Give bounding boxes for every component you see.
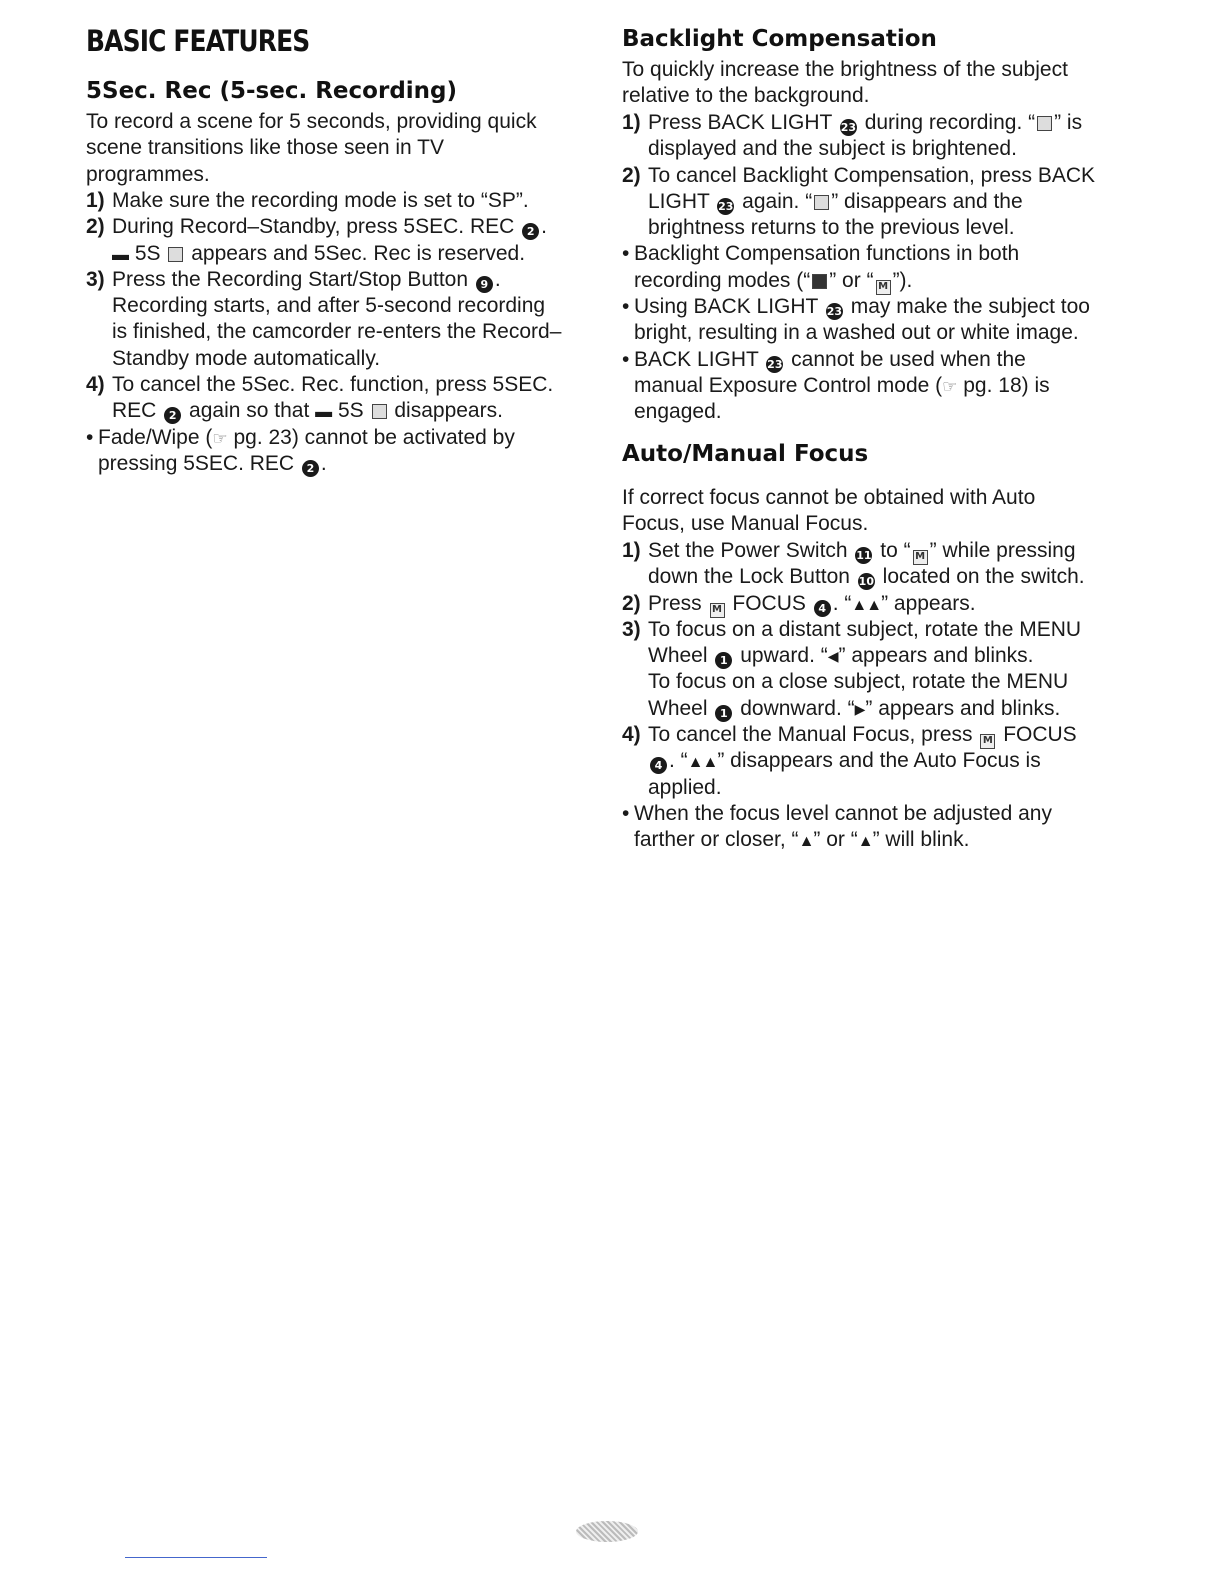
note-text: Using BACK LIGHT: [634, 295, 819, 319]
note-text: manual Exposure Control mode (: [634, 373, 943, 397]
indicator-text: 5S: [337, 399, 364, 423]
step-text: To focus on a close subject, rotate the MENU: [648, 670, 1069, 694]
button-number-icon: 4: [650, 757, 667, 774]
5sec-steps: [86, 188, 601, 477]
step-text: Wheel: [648, 644, 708, 668]
bullet-icon: •: [86, 425, 94, 449]
step-item: [622, 722, 1142, 801]
note-text: ” will blink.: [872, 828, 970, 852]
step-text: During Record–Standby, press 5SEC. REC: [112, 215, 515, 239]
button-number-icon: 1: [715, 705, 732, 722]
note-text: Backlight Compensation functions in both: [634, 242, 1020, 266]
note-text: BACK LIGHT: [634, 347, 759, 371]
button-number-icon: 23: [826, 305, 843, 319]
note-text: ” or “: [813, 828, 858, 852]
step-text: Standby mode automatically.: [112, 346, 381, 370]
manual-mode-icon: M: [980, 734, 995, 749]
camera-icon: ▬: [112, 244, 129, 264]
footer-rule: [125, 1557, 267, 1558]
note-text: recording modes (“: [634, 268, 811, 292]
step-text: Press: [648, 591, 702, 615]
note-text: When the focus level cannot be adjusted any: [634, 801, 1052, 825]
note-text: pg. 23) cannot be activated by: [233, 425, 515, 449]
step-text: FOCUS: [732, 591, 806, 615]
note-item: [622, 241, 1142, 294]
step-text: located on the switch.: [882, 565, 1085, 589]
camera-icon: ▬: [315, 402, 333, 422]
button-number-icon: 2: [302, 460, 319, 477]
indicator-text: 5S: [134, 241, 161, 265]
manual-mode-icon: M: [710, 603, 725, 618]
step-text: ” disappears and the: [831, 189, 1023, 213]
button-number-icon: 4: [814, 600, 831, 617]
note-text: engaged.: [634, 400, 722, 424]
step-text: To cancel the Manual Focus, press: [648, 723, 973, 747]
button-number-icon: 1: [715, 652, 732, 669]
step-number: 3): [622, 617, 641, 641]
step-number: 1): [622, 539, 641, 562]
focus-intro: [622, 485, 1035, 538]
step-text: Set the Power Switch: [648, 539, 848, 562]
step-text: Wheel: [648, 696, 708, 720]
focus-range-icon: ▲▲: [687, 754, 718, 772]
section-heading-5sec-rec: 5Sec. Rec (5-sec. Recording): [86, 78, 458, 104]
page-number-badge: [576, 1521, 638, 1542]
note-text: ” or “: [829, 268, 874, 292]
step-number: 4): [86, 373, 105, 397]
intro-line: To record a scene for 5 seconds, providing quick: [86, 110, 537, 133]
step-text: to “: [880, 539, 911, 562]
step-text: REC: [112, 399, 157, 423]
step-number: 1): [622, 111, 641, 134]
step-text: appears and 5Sec. Rec is reserved.: [191, 241, 526, 265]
step-text: ” appears and blinks.: [865, 696, 1061, 720]
focus-range-icon: ▲▲: [851, 596, 882, 614]
step-text: is finished, the camcorder re-enters the Record–: [112, 320, 562, 344]
step-text: applied.: [648, 775, 722, 799]
backlight-indicator-icon: [1037, 116, 1052, 131]
button-number-icon: 2: [522, 223, 539, 240]
step-number: 2): [86, 215, 105, 239]
step-text: displayed and the subject is brightened.: [648, 137, 1017, 161]
focus-far-icon: ▲: [798, 833, 814, 851]
step-text: ” appears and blinks.: [838, 644, 1034, 668]
button-number-icon: 2: [164, 407, 181, 424]
step-number: 4): [622, 723, 641, 747]
right-arrow-icon: ▶: [854, 700, 866, 717]
step-item: [86, 372, 601, 425]
button-number-icon: 9: [476, 276, 493, 293]
left-arrow-icon: ◀: [827, 648, 839, 665]
focus-steps: [622, 538, 1142, 854]
bullet-icon: •: [622, 801, 630, 825]
focus-near-icon: ▲: [857, 833, 873, 851]
page-reference-icon: ☞: [212, 428, 228, 448]
note-text: may make the subject too: [850, 295, 1090, 319]
step-text: Recording starts, and after 5-second recording: [112, 294, 546, 318]
bullet-icon: •: [622, 347, 630, 371]
button-number-icon: 23: [718, 199, 734, 213]
step-text: Press BACK LIGHT: [648, 111, 832, 134]
step-text: down the Lock Button: [648, 565, 850, 589]
button-number-icon: 23: [767, 357, 783, 371]
indicator-box-icon: [168, 247, 183, 262]
step-number: 2): [622, 163, 641, 187]
intro-line: Focus, use Manual Focus.: [622, 512, 869, 536]
step-text: LIGHT: [648, 189, 710, 213]
note-item: [622, 801, 1142, 854]
note-text: farther or closer, “: [634, 828, 799, 852]
intro-line: relative to the background.: [622, 84, 870, 108]
step-text: downward. “: [740, 696, 855, 720]
step-text: To focus on a distant subject, rotate the MENU: [648, 617, 1082, 641]
page-reference-icon: ☞: [942, 376, 958, 396]
intro-line: If correct focus cannot be obtained with Auto: [622, 486, 1036, 509]
step-number: 2): [622, 591, 641, 615]
note-item: [622, 347, 1142, 426]
note-text: bright, resulting in a washed out or white image.: [634, 321, 1079, 345]
step-number: 1): [86, 189, 105, 212]
step-text: To cancel Backlight Compensation, press BACK: [648, 163, 1096, 187]
step-text: . “: [832, 591, 852, 615]
step-item: [86, 188, 601, 214]
manual-mode-icon: M: [876, 280, 891, 295]
step-text: ” is: [1054, 111, 1083, 134]
note-item: [622, 294, 1142, 347]
step-text: To cancel the 5Sec. Rec. function, press 5SEC.: [112, 373, 554, 397]
button-number-icon: 10: [858, 575, 874, 589]
step-number: 3): [86, 267, 105, 291]
step-item: [622, 617, 1142, 722]
step-text: again so that: [189, 399, 310, 423]
backlight-steps: [622, 110, 1142, 426]
indicator-box-icon: [372, 404, 387, 419]
intro-line: To quickly increase the brightness of the subject: [622, 58, 1068, 81]
step-item: 2) During Record–Standby, press 5SEC. REC 2 . ▬ 5S appears and 5Sec. Rec is reserved.: [86, 214, 601, 267]
auto-mode-icon: [812, 274, 827, 289]
step-item: [622, 591, 1142, 617]
note-text: pressing 5SEC. REC: [98, 451, 295, 475]
step-text: ” while pressing: [929, 539, 1076, 562]
section-heading-backlight: Backlight Compensation: [622, 26, 937, 52]
note-text: Fade/Wipe (: [98, 425, 213, 449]
manual-mode-icon: M: [913, 550, 928, 565]
step-text: disappears.: [394, 399, 503, 423]
step-item: [622, 163, 1142, 242]
step-text: during recording. “: [864, 111, 1036, 134]
note-item: • Fade/Wipe (☞ pg. 23) cannot be activated by pressing 5SEC. REC 2 .: [86, 425, 515, 475]
step-item: [622, 538, 1142, 591]
backlight-indicator-icon: [814, 195, 829, 210]
step-text: again. “: [742, 189, 813, 213]
step-text: FOCUS: [1003, 723, 1077, 747]
note-text: ”).: [892, 268, 913, 292]
step-text: upward. “: [740, 644, 828, 668]
note-text: cannot be used when the: [791, 347, 1026, 371]
step-text: brightness returns to the previous level.: [648, 216, 1015, 240]
intro-line: programmes.: [86, 162, 210, 186]
step-text: Make sure the recording mode is set to “SP”.: [112, 189, 529, 212]
intro-line: scene transitions like those seen in TV: [86, 136, 444, 160]
note-text: pg. 18) is: [963, 373, 1050, 397]
step-text: Press the Recording Start/Stop Button: [112, 267, 469, 291]
button-number-icon: 23: [840, 121, 856, 134]
step-item: [622, 110, 1142, 163]
bullet-icon: •: [622, 242, 630, 266]
5sec-intro: [86, 109, 537, 188]
step-text: ” disappears and the Auto Focus is: [717, 749, 1041, 773]
button-number-icon: 11: [856, 549, 872, 562]
step-text: . “: [669, 749, 688, 773]
bullet-icon: •: [622, 295, 630, 319]
page-title: BASIC FEATURES: [86, 24, 310, 58]
backlight-intro: [622, 57, 1068, 110]
step-item: 3) Press the Recording Start/Stop Button 9 . Recording starts, and after 5-second recording is finished, the camcorder re-enters the Record– Standby mode automatically.: [86, 267, 601, 372]
section-heading-focus: Auto/Manual Focus: [622, 441, 869, 467]
step-text: ” appears.: [881, 591, 976, 615]
